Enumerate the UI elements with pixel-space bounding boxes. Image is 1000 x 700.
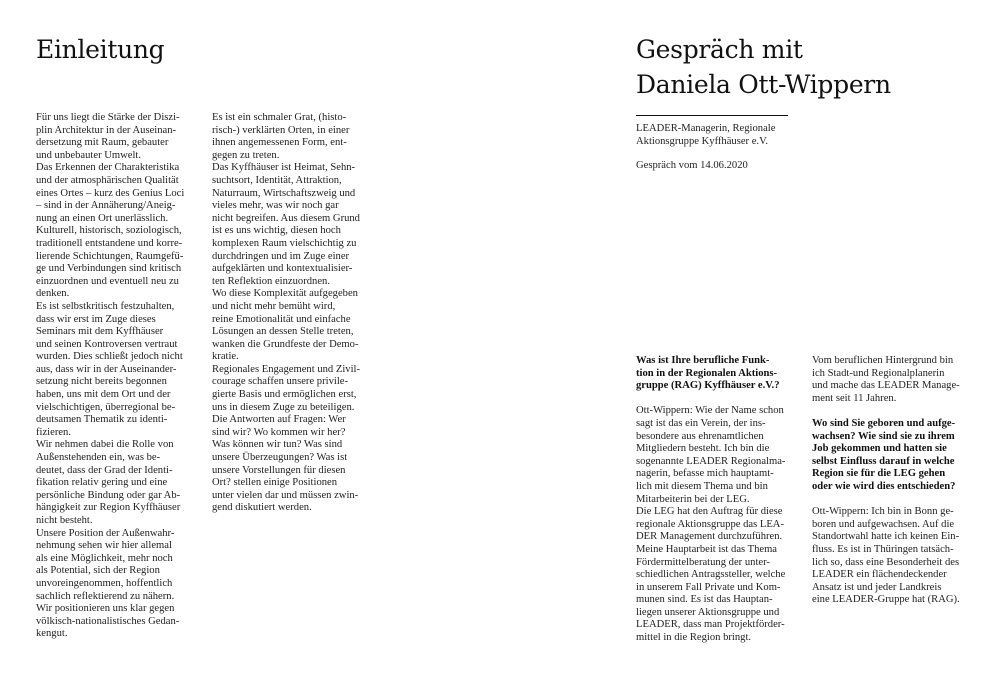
text-line: nicht besteht. xyxy=(36,515,93,526)
text-line: eines Ortes – kurz des Genius Loci xyxy=(36,187,185,199)
intro-column-2 xyxy=(212,112,368,515)
interview-title-line-1: Gespräch mit xyxy=(636,35,803,64)
text-line: mittel in die Region bringt. xyxy=(636,632,752,644)
text-line: Das Erkennen der Charakteristika xyxy=(36,162,180,174)
text-line: Für uns liegt die Stärke der Diszi- xyxy=(36,112,180,123)
text-line: Es ist ein schmaler Grat, (histo- xyxy=(212,112,347,123)
text-line: Region sie für die LEG gehen xyxy=(812,468,946,480)
text-line: Mitgliedern besteht. Ich bin die xyxy=(636,443,770,455)
text-line: in unserem Fall Private und Kom- xyxy=(636,581,781,593)
text-line: fizieren. xyxy=(36,426,71,438)
text-line: eine LEADER-Gruppe hat (RAG). xyxy=(812,594,960,606)
text-line: schiedlichen Antragssteller, welche xyxy=(636,569,786,581)
text-line: uns in diesem Zuge zu beteiligen. xyxy=(212,401,355,413)
text-line: Regionales Engagement und Zivil- xyxy=(212,363,360,375)
text-line: Standortwahl hatte ich keinen Ein- xyxy=(812,531,960,543)
text-line: selbst Einfluss darauf in welche xyxy=(812,455,955,467)
text-line: oder wie wird dies entschieden? xyxy=(812,480,956,492)
text-line: dass wir erst im Zuge dieses xyxy=(36,313,156,325)
text-line: ich Stadt-und Regionalplanerin xyxy=(812,367,945,379)
text-line: deutsamen Thematik zu identi- xyxy=(36,414,168,426)
text-line: gruppe (RAG) Kyffhäuser e.V.? xyxy=(636,380,780,392)
text-line: gend diskutiert werden. xyxy=(212,502,312,514)
intro-column-1 xyxy=(36,112,186,641)
text-line: risch-) verklärten Orten, in einer xyxy=(212,124,350,136)
text-line: Was ist Ihre berufliche Funk- xyxy=(636,355,770,366)
interview-title-line-2: Daniela Ott-Wippern xyxy=(636,70,891,99)
text-line: fluss. Es ist in Thüringen tatsäch- xyxy=(812,543,954,555)
text-line: Ott-Wippern: Ich bin in Bonn ge- xyxy=(812,506,954,518)
text-line: DER Management durchzuführen. xyxy=(636,531,783,543)
text-line: und mache das LEADER Manage- xyxy=(812,380,960,392)
text-line: vielschichtigen, überregional be- xyxy=(36,401,176,413)
interview-column-2 xyxy=(812,355,964,607)
role-line-2: Aktionsgruppe Kyffhäuser e.V. xyxy=(636,135,769,147)
text-line: nehmung sehen wir hier allemal xyxy=(36,540,172,552)
text-line: regionale Aktionsgruppe das LEA- xyxy=(636,518,784,530)
text-line: nagerin, befasse mich hauptamt- xyxy=(636,468,774,480)
text-line: als eine Möglichkeit, mehr noch xyxy=(36,552,173,564)
text-line: haben, uns mit dem Ort und der xyxy=(36,389,171,401)
text-line: Wir positionieren uns klar gegen xyxy=(36,603,175,615)
text-line: und seinen Kontroversen vertraut xyxy=(36,338,178,350)
text-line: Ott-Wippern: Wie der Name schon xyxy=(636,405,784,417)
question-1 xyxy=(636,355,788,393)
text-line: ment seit 11 Jahren. xyxy=(812,392,897,404)
text-line: lich mit diesem Thema und bin xyxy=(636,480,768,492)
text-line: vieles mehr, was wir noch gar xyxy=(212,200,339,212)
text-line: Was können wir tun? Was sind xyxy=(212,439,343,451)
text-line: durchdringen und im Zuge einer xyxy=(212,250,350,262)
answer-2 xyxy=(812,506,964,607)
text-line: und der atmosphärischen Qualität xyxy=(36,174,179,186)
text-line: und unbebauter Umwelt. xyxy=(36,149,142,161)
answer-1 xyxy=(636,405,788,644)
text-line: boren und aufgewachsen. Auf die xyxy=(812,518,955,530)
interview-meta xyxy=(636,123,796,173)
text-line: traditionell entstandene und korre- xyxy=(36,237,183,249)
text-line: LEADER ein flächendeckender xyxy=(812,569,947,581)
text-line: unsere Überzeugungen? Was ist xyxy=(212,452,348,464)
text-line: wachsen? Wie sind sie zu ihrem xyxy=(812,430,955,442)
text-line: munen sind. Es ist das Hauptan- xyxy=(636,594,773,606)
text-line: sind wir? Wo kommen wir her? xyxy=(212,426,346,438)
text-line: sagt ist das ein Verein, der ins- xyxy=(636,417,766,429)
text-line: Wo sind Sie geboren und aufge- xyxy=(812,417,956,429)
interview-column-1 xyxy=(636,355,788,645)
text-line: ten Reflektion einzuordnen. xyxy=(212,275,330,287)
text-line: einzuordnen und eventuell neu zu xyxy=(36,275,179,287)
text-line: ge und Verbindungen sind kritisch xyxy=(36,263,182,275)
text-line: fikation relativ gering und eine xyxy=(36,477,168,489)
text-line: LEADER, dass man Projektförder- xyxy=(636,619,785,631)
interview-title xyxy=(636,32,891,102)
text-line: völkisch-nationalistisches Gedan- xyxy=(36,615,180,627)
text-line: Es ist selbstkritisch festzuhalten, xyxy=(36,300,175,312)
text-line: Meine Hauptarbeit ist das Thema xyxy=(636,543,778,555)
text-line: Die LEG hat den Auftrag für diese xyxy=(636,506,783,518)
answer-1-continued xyxy=(812,355,964,405)
text-line: sachlich reflektierend zu nähern. xyxy=(36,590,175,602)
text-line: Fördermittelberatung der unter- xyxy=(636,556,770,568)
text-line: Seminars mit dem Kyffhäuser xyxy=(36,326,164,338)
text-line: Das Kyffhäuser ist Heimat, Sehn- xyxy=(212,162,356,174)
text-line: komplexen Raum vielschichtig zu xyxy=(212,237,357,249)
text-line: suchtsort, Identität, Attraktion, xyxy=(212,174,342,186)
text-line: liegen unserer Aktionsgruppe und xyxy=(636,606,780,618)
text-line: Außenstehenden ein, was be- xyxy=(36,452,161,464)
text-line: kengut. xyxy=(36,628,68,640)
title-divider xyxy=(636,115,788,116)
text-line: als Potential, sich der Region xyxy=(36,565,160,577)
text-line: nung an einen Ort unerlässlich. xyxy=(36,212,169,224)
text-line: – sind in der Annäherung/Aneig- xyxy=(36,200,176,212)
text-line: besondere aus ehrenamtlichen xyxy=(636,430,764,442)
text-line: persönliche Bindung oder gar Ab- xyxy=(36,489,181,501)
text-line: plin Architektur in der Auseinan- xyxy=(36,124,177,136)
text-line: aus, dass wir in der Auseinander- xyxy=(36,363,177,375)
text-line: Kulturell, historisch, soziologisch, xyxy=(36,225,182,237)
text-line: wurden. Dies schließt jedoch nicht xyxy=(36,351,183,363)
text-line: nicht begreifen. Aus diesem Grund xyxy=(212,212,360,224)
page-title-einleitung: Einleitung xyxy=(36,35,165,64)
text-line: wanken die Grundfeste der Demo- xyxy=(212,338,359,350)
text-line: kratie. xyxy=(212,351,239,363)
text-line: Naturraum, Wirtschaftszweig und xyxy=(212,187,356,199)
text-line: ist es uns wichtig, diesen hoch xyxy=(212,225,341,237)
text-line: tion in der Regionalen Aktions- xyxy=(636,367,778,379)
interview-date: Gespräch vom 14.06.2020 xyxy=(636,160,748,172)
text-line: Wo diese Komplexität aufgegeben xyxy=(212,288,358,300)
text-line: Die Antworten auf Fragen: Wer xyxy=(212,414,346,426)
text-line: Vom beruflichen Hintergrund bin xyxy=(812,355,954,366)
text-line: ihnen angemessenen Form, ent- xyxy=(212,137,347,149)
text-line: unsere Vorstellungen für diesen xyxy=(212,464,346,476)
text-line: hängigkeit zur Region Kyffhäuser xyxy=(36,502,181,514)
text-line: Mitarbeiterin bei der LEG. xyxy=(636,493,750,505)
right-page xyxy=(500,0,1000,700)
text-line: sogenannte LEADER Regionalma- xyxy=(636,455,786,467)
text-line: Ansatz ist und jeder Landkreis xyxy=(812,581,942,593)
text-line: Ort? stellen einige Positionen xyxy=(212,477,338,489)
text-line: unvoreingenommen, hoffentlich xyxy=(36,577,173,589)
text-line: lich so, dass eine Besonderheit des xyxy=(812,556,960,568)
question-2 xyxy=(812,418,964,494)
text-line: aufgeklärten und kontextualisier- xyxy=(212,263,353,275)
text-line: lierende Schichtungen, Raumgefü- xyxy=(36,250,184,262)
text-line: dersetzung mit Raum, gebauter xyxy=(36,137,169,149)
role-line-1: LEADER-Managerin, Regionale xyxy=(636,123,776,134)
text-line: Lösungen an dessen Stelle treten, xyxy=(212,326,354,338)
text-line: Unsere Position der Außenwahr- xyxy=(36,527,175,539)
text-line: setzung nicht bereits begonnen xyxy=(36,376,167,388)
text-line: reine Emotionalität und einfache xyxy=(212,313,351,325)
text-line: gierte Basis und ermöglichen erst, xyxy=(212,389,357,401)
text-line: Job gekommen und hatten sie xyxy=(812,443,947,455)
text-line: denken. xyxy=(36,288,70,300)
text-line: unter vielen dar und müssen zwin- xyxy=(212,489,359,501)
text-line: deutet, dass der Grad der Identi- xyxy=(36,464,173,476)
text-line: courage schaffen unsere privile- xyxy=(212,376,348,388)
text-line: Wir nehmen dabei die Rolle von xyxy=(36,439,174,451)
text-line: gegen zu treten. xyxy=(212,149,280,161)
text-line: und nicht mehr bemüht wird, xyxy=(212,300,336,312)
